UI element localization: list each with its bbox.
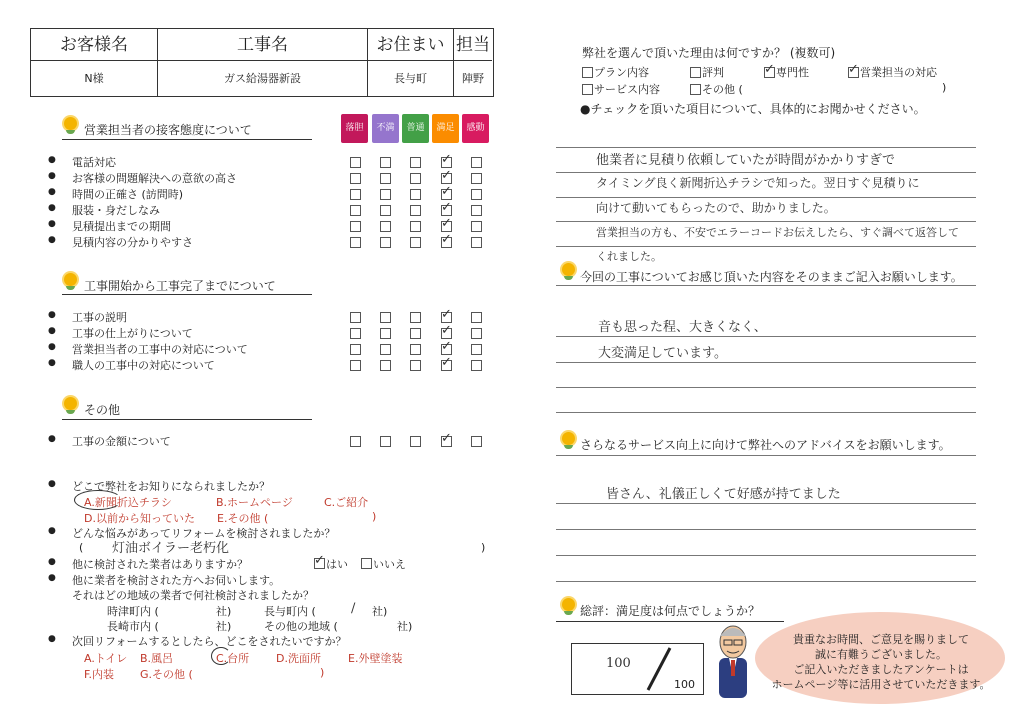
writing-line	[556, 387, 976, 388]
option-b[interactable]: B.ホームページ	[216, 496, 293, 509]
score-question: 総評：満足度は何点でしょうか？	[580, 604, 761, 618]
check-mark: ✓	[441, 431, 452, 446]
customer-name: N様	[31, 61, 158, 96]
rating-checkbox[interactable]	[380, 205, 391, 216]
divider	[62, 139, 312, 140]
rating-checkbox[interactable]	[380, 157, 391, 168]
detail-question: ●チェックを頂いた項目について、具体的にお聞かせください。	[580, 102, 926, 116]
area-unit: 社)	[216, 605, 232, 618]
header-address-label: お住まい	[368, 29, 454, 61]
rating-checkbox[interactable]	[350, 205, 361, 216]
writing-line	[556, 285, 976, 286]
writing-line	[556, 455, 976, 456]
reason-plan: プラン内容	[594, 66, 649, 79]
reason-expertise: 専門性	[776, 66, 809, 79]
rating-checkbox[interactable]	[380, 173, 391, 184]
reason-checkbox[interactable]	[690, 84, 701, 95]
sun-icon	[562, 598, 575, 611]
reason-other-close: )	[942, 81, 947, 94]
area-nagasaki: 長崎市内 (	[107, 620, 159, 633]
rating-checkbox[interactable]	[350, 173, 361, 184]
check-mark: ✓	[441, 216, 452, 231]
customer-header-table	[30, 28, 494, 97]
rating-checkbox[interactable]	[350, 221, 361, 232]
rating-checkbox[interactable]	[350, 157, 361, 168]
rating-checkbox[interactable]	[380, 436, 391, 447]
check-mark: ✓	[848, 62, 859, 77]
area-unit: 社)	[397, 620, 413, 633]
impression-question: 今回の工事についてお感じ頂いた内容をそのままご記入お願いします。	[580, 270, 963, 284]
writing-line	[556, 172, 976, 173]
no-label: いいえ	[373, 558, 406, 571]
writing-line	[556, 412, 976, 413]
next-e[interactable]: E.外壁塗装	[348, 652, 403, 665]
rating-badge-4: 満足	[432, 114, 459, 143]
sun-icon	[64, 397, 77, 410]
writing-line	[556, 197, 976, 198]
writing-line	[556, 529, 976, 530]
rating-checkbox[interactable]	[471, 189, 482, 200]
writing-line	[556, 362, 976, 363]
next-d[interactable]: D.洗面所	[276, 652, 321, 665]
writing-line	[556, 555, 976, 556]
thanks-line-1: 貴重なお時間、ご意見を賜りまして	[793, 633, 969, 646]
address: 長与町	[368, 61, 454, 96]
rating-badge-2: 不満	[372, 114, 399, 143]
next-a[interactable]: A.トイレ	[84, 652, 128, 665]
rating-question-label: 工事の金額について	[72, 435, 171, 448]
rating-question-label: お客様の問題解決への意欲の高さ	[72, 172, 237, 185]
writing-line	[556, 503, 976, 504]
check-mark: ✓	[441, 307, 452, 322]
option-c[interactable]: C.ご紹介	[324, 496, 369, 509]
rating-checkbox[interactable]	[410, 189, 421, 200]
check-mark: ✓	[441, 355, 452, 370]
staff-name: 陣野	[462, 72, 484, 85]
detail-line-5: くれました。	[596, 250, 662, 263]
check-mark: ✓	[441, 184, 452, 199]
check-mark: ✓	[441, 152, 452, 167]
rating-checkbox[interactable]	[380, 189, 391, 200]
section3-title: その他	[84, 403, 121, 417]
area-togitsu: 時津町内 (	[107, 605, 159, 618]
rating-badge-5: 感動	[462, 114, 489, 143]
detail-line-3: 向けて動いてもらったので、助かりました。	[596, 201, 836, 215]
score-slash	[642, 644, 672, 694]
rating-badge-1: 落胆	[341, 114, 368, 143]
rating-checkbox[interactable]	[380, 360, 391, 371]
next-c[interactable]: C.台所	[216, 652, 250, 665]
option-d[interactable]: D.以前から知っていた	[84, 512, 195, 525]
impression-line-2: 大変満足しています。	[598, 346, 727, 361]
rating-question-label: 工事の仕上がりについて	[72, 327, 193, 340]
thanks-line-4: ホームページ等に活用させていただきます。	[771, 678, 991, 691]
detail-line-4: 営業担当の方も、不安でエラーコードお伝えしたら、すぐ調べて返答して	[596, 226, 959, 239]
rating-checkbox[interactable]	[350, 436, 361, 447]
option-e[interactable]: E.その他 (	[217, 512, 269, 525]
score-max: 100	[674, 678, 695, 691]
rating-checkbox[interactable]	[471, 328, 482, 339]
rating-question-label: 工事の説明	[72, 311, 127, 324]
rating-checkbox[interactable]	[350, 189, 361, 200]
worry-answer: 灯油ボイラー老朽化	[112, 541, 230, 556]
rating-checkbox[interactable]	[410, 173, 421, 184]
writing-line	[556, 336, 976, 337]
detail-line-1: 他業者に見積り依頼していたが時間がかかりすぎで	[596, 153, 896, 168]
rating-checkbox[interactable]	[350, 328, 361, 339]
yes-label: はい	[326, 558, 348, 571]
no-checkbox[interactable]	[361, 558, 372, 569]
rating-checkbox[interactable]	[471, 237, 482, 248]
rating-checkbox[interactable]	[410, 157, 421, 168]
rating-checkbox[interactable]	[350, 237, 361, 248]
sun-icon	[562, 263, 575, 276]
reason-reputation: 評判	[702, 66, 724, 79]
rating-checkbox[interactable]	[471, 205, 482, 216]
question-area-sub: それはどの地域の業者で何社検討されましたか？	[72, 589, 314, 602]
rating-checkbox[interactable]	[410, 360, 421, 371]
rating-checkbox[interactable]	[380, 328, 391, 339]
reason-checkbox[interactable]	[582, 84, 593, 95]
header-work-label: 工事名	[158, 29, 368, 61]
writing-line	[556, 246, 976, 247]
paren-close: )	[481, 541, 486, 554]
rating-checkbox[interactable]	[471, 157, 482, 168]
rating-checkbox[interactable]	[350, 312, 361, 323]
thanks-line-2: 誠に有難うございました。	[815, 648, 947, 661]
rating-checkbox[interactable]	[471, 344, 482, 355]
detail-line-2: タイミング良く新聞折込チラシで知った。翌日すぐ見積りに	[596, 176, 920, 190]
divider	[62, 294, 312, 295]
advice-question: さらなるサービス向上に向けて弊社へのアドバイスをお願いします。	[580, 438, 951, 452]
reason-question: 弊社を選んで頂いた理由は何ですか？ (複数可)	[582, 46, 836, 60]
score-value: 100	[606, 656, 631, 671]
writing-line	[556, 221, 976, 222]
header-customer-label: お客様名	[31, 29, 158, 61]
sun-icon	[64, 117, 77, 130]
next-f[interactable]: F.内装	[84, 668, 115, 681]
sun-icon	[562, 432, 575, 445]
writing-line	[556, 147, 976, 148]
area-nagayo: 長与町内 (	[264, 605, 316, 618]
reason-service: サービス内容	[594, 83, 660, 96]
rating-checkbox[interactable]	[380, 237, 391, 248]
check-mark: ✓	[314, 553, 325, 568]
check-mark: ✓	[441, 200, 452, 215]
rating-checkbox[interactable]	[350, 344, 361, 355]
rating-checkbox[interactable]	[410, 237, 421, 248]
next-g-close: )	[320, 666, 325, 679]
rating-checkbox[interactable]	[471, 312, 482, 323]
next-b[interactable]: B.風呂	[140, 652, 174, 665]
rating-question-label: 見積提出までの期間	[72, 220, 171, 233]
area-unit: 社)	[216, 620, 232, 633]
area-nagayo-mark: /	[351, 601, 356, 616]
rating-checkbox[interactable]	[471, 436, 482, 447]
rating-checkbox[interactable]	[410, 221, 421, 232]
circle-mark	[74, 490, 122, 510]
area-unit: 社)	[372, 605, 388, 618]
writing-line	[556, 581, 976, 582]
option-a[interactable]: A.新聞折込チラシ	[84, 496, 172, 509]
reason-sales-rep: 営業担当の対応	[860, 66, 937, 79]
rating-checkbox[interactable]	[380, 312, 391, 323]
score-box	[571, 643, 704, 695]
rating-question-label: 見積内容の分かりやすさ	[72, 236, 193, 249]
area-other: その他の地域 (	[264, 620, 338, 633]
impression-line-1: 音も思った程、大きくなく、	[598, 320, 767, 335]
thanks-line-3: ご記入いただきましたアンケートは	[793, 663, 969, 676]
rating-checkbox[interactable]	[471, 360, 482, 371]
rating-checkbox[interactable]	[380, 344, 391, 355]
section2-title: 工事開始から工事完了までについて	[84, 279, 276, 293]
rating-badge-3: 普通	[402, 114, 429, 143]
rating-question-label: 服装・身だしなみ	[72, 204, 160, 217]
rating-question-label: 営業担当者の工事中の対応について	[72, 343, 248, 356]
reason-checkbox[interactable]	[690, 67, 701, 78]
header-staff-label: 担当	[454, 29, 492, 61]
rating-question-label: 職人の工事中の対応について	[72, 359, 215, 372]
rating-checkbox[interactable]	[410, 328, 421, 339]
rating-checkbox[interactable]	[471, 221, 482, 232]
paren-open: (	[79, 541, 84, 554]
rating-checkbox[interactable]	[350, 360, 361, 371]
rating-question-label: 時間の正確さ (訪問時)	[72, 188, 184, 201]
next-g[interactable]: G.その他 (	[140, 668, 193, 681]
staff-illustration	[711, 620, 755, 698]
rating-checkbox[interactable]	[410, 436, 421, 447]
check-mark: ✓	[441, 168, 452, 183]
divider	[62, 419, 312, 420]
reason-checkbox[interactable]	[582, 67, 593, 78]
advice-line-1: 皆さん、礼儀正しくて好感が持てました	[606, 487, 841, 502]
rating-question-label: 電話対応	[72, 156, 116, 169]
check-mark: ✓	[441, 323, 452, 338]
option-e-close: )	[372, 510, 377, 523]
check-mark: ✓	[441, 232, 452, 247]
circle-mark	[211, 647, 231, 665]
rating-checkbox[interactable]	[380, 221, 391, 232]
sun-icon	[64, 273, 77, 286]
check-mark: ✓	[441, 339, 452, 354]
reason-other: その他 (	[702, 83, 743, 96]
work-name: ガス給湯器新設	[158, 61, 368, 96]
rating-checkbox[interactable]	[410, 344, 421, 355]
rating-checkbox[interactable]	[471, 173, 482, 184]
rating-checkbox[interactable]	[410, 205, 421, 216]
check-mark: ✓	[764, 62, 775, 77]
section1-title: 営業担当者の接客態度について	[84, 123, 252, 137]
rating-checkbox[interactable]	[410, 312, 421, 323]
